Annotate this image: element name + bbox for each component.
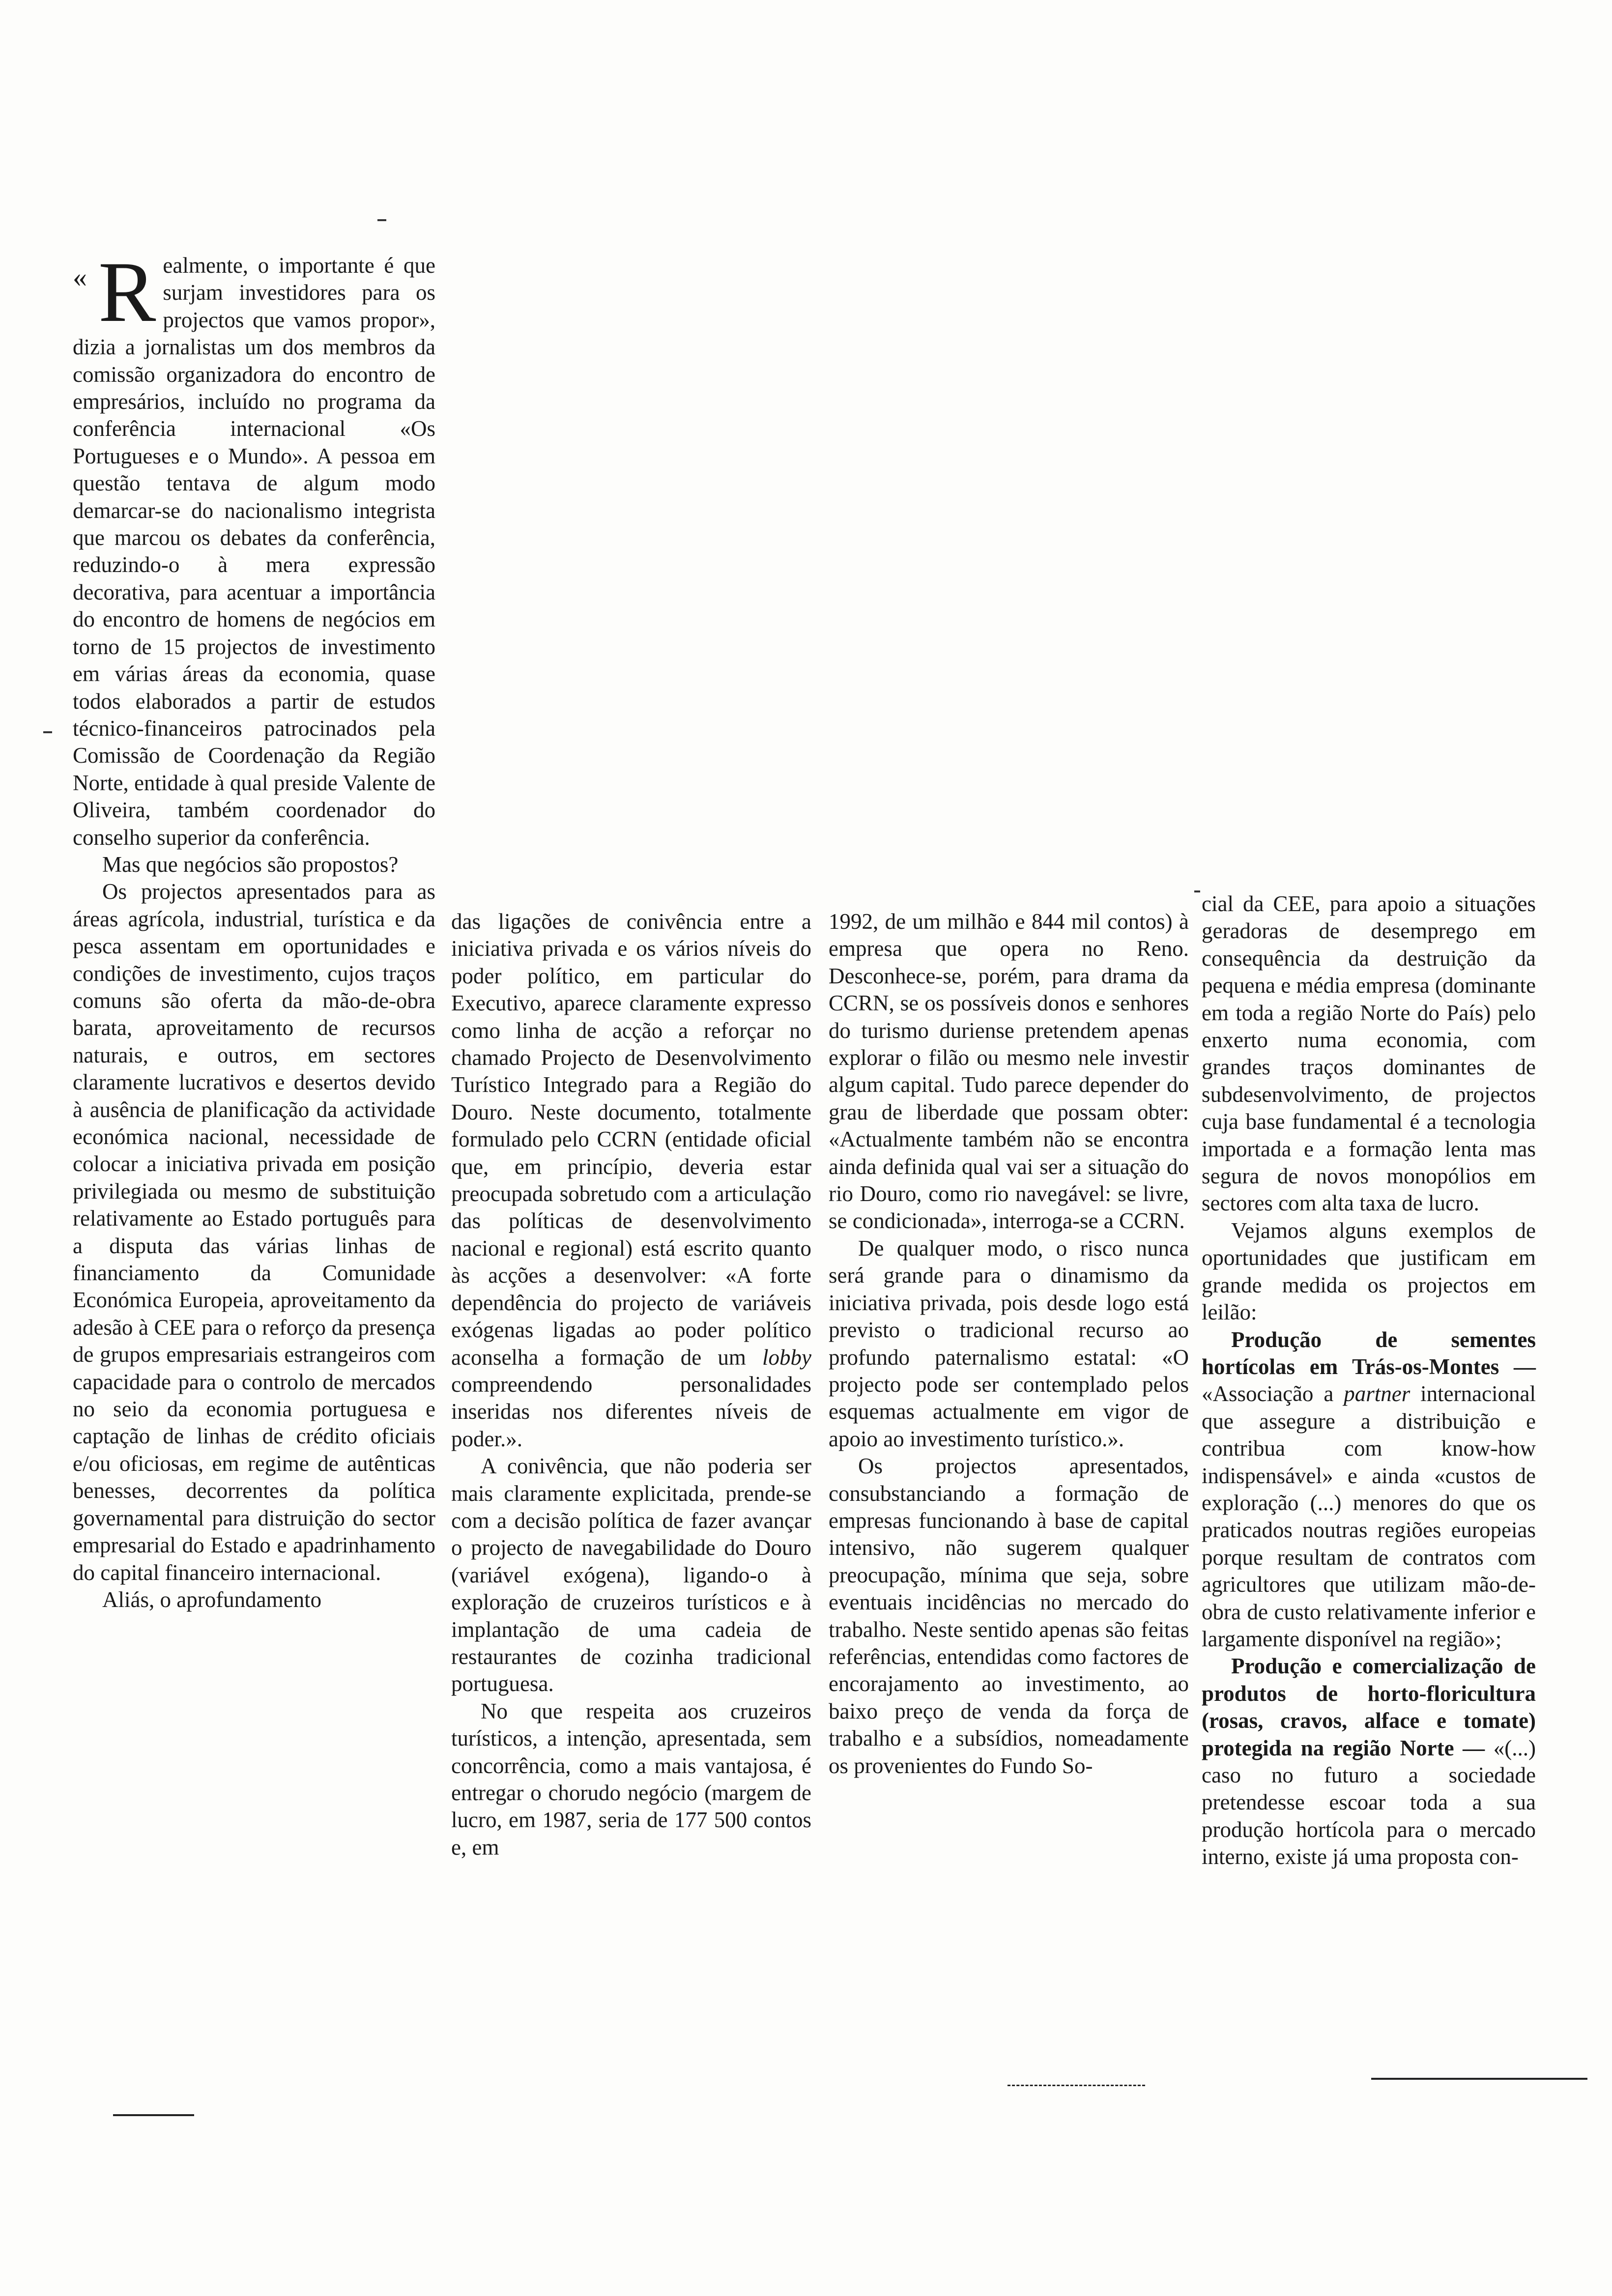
italic-term: partner — [1344, 1381, 1410, 1406]
paragraph: Mas que negócios são propostos? — [102, 852, 399, 877]
paragraph: cial da CEE, para apoio a situações geradoras de desemprego em consequência da destruição da pequena e média empresa (dominante em toda a região Norte do País) pelo enxerto numa economia, com grandes traços dominantes de subdesenvolvimento, de projectos cuja base fundamental é a tecnologia importada e a formação lenta mas segura de novos monopólios em sectores com alta taxa de lucro. — [1202, 891, 1536, 1216]
column-1 — [73, 244, 435, 1613]
example-heading: Produção de sementes hortícolas em Trás-os-Montes — — [1202, 1327, 1536, 1379]
lead-paragraph-wrap — [73, 244, 435, 851]
paragraph-text: «Associação a — [1202, 1381, 1334, 1406]
paragraph: Aliás, o aprofundamento — [102, 1587, 322, 1612]
paragraph — [451, 908, 811, 1453]
column-end-rule — [113, 2114, 194, 2116]
paragraph: 1992, de um milhão e 844 mil contos) à empresa que opera no Reno. Desconhece-se, porém, para drama da CCRN, se os possíveis donos e senhores do turismo duriense pretendem apenas explorar o filão ou mesmo nele investir algum capital. Tudo parece depender do grau de liberdade que possam obter: «Actualmente também não se encontra ainda definida qual vai ser a situação do rio Douro, como rio navegável: se livre, se condicionada», interroga-se a CCRN. — [829, 909, 1189, 1234]
paragraph: Os projectos apresentados, consubstanciando a formação de empresas funcionando à base de capital intensivo, não sugerem qualquer preocupação, mínima que seja, sobre eventuais incidências no mercado do trabalho. Neste sentido apenas são feitas referências, entendidas como factores de encorajamento ao investimento, ao baixo preço de venda da força de trabalho e a subsídios, nomeadamente os provenientes do Fundo So- — [829, 1454, 1189, 1778]
column-end-rule — [1371, 2078, 1587, 2080]
example-paragraph — [1202, 1326, 1536, 1653]
lead-paragraph-text: ealmente, o importante é que surjam investidores para os projectos que vamos propor», dizia a jornalistas um dos membros da comissão organizadora do encontro de empresários, incluído no programa da conferência internacional «Os Portugueses e o Mundo». A pessoa em questão tentava de algum modo demarcar-se do nacionalismo integrista que marcou os debates da conferência, reduzindo-o à mera expressão decorativa, para acentuar a importância do encontro de homens de negócios em torno de 15 projectos de investimento em várias áreas da economia, quase todos elaborados a partir de estudos técnico-financeiros patrocinados pela Comissão de Coordenação da Região Norte, entidade à qual preside Valente de Oliveira, também coordenador do conselho superior da conferência. — [73, 253, 435, 850]
column-4 — [1202, 890, 1536, 1871]
example-paragraph — [1202, 1653, 1536, 1870]
paragraph-text: internacional que assegure a distribuição e contribua com know-how indispensável» e ainda «custos de exploração (...) menores do que os praticados noutras regiões europeias porque resultam de contratos com agricultores que utilizam mão-de-obra de custo relativamente inferior e largamente disponível na região»; — [1202, 1381, 1536, 1651]
paragraph-text: das ligações de conivência entre a iniciativa privada e os vários níveis do poder político, em particular do Executivo, aparece claramente expresso como linha de acção a reforçar no chamado Projecto de Desenvolvimento Turístico Integrado para a Região do Douro. Neste documento, totalmente formulado pelo CCRN (entidade oficial que, em princípio, deveria estar preocupada sobretudo com a articulação das políticas de desenvolvimento nacional e regional) está escrito quanto às acções a desenvolver: «A forte dependência do projecto de variáveis exógenas ligadas ao poder político aconselha a formação de um — [451, 909, 811, 1370]
print-mark — [377, 219, 386, 221]
paragraph: Vejamos alguns exemplos de oportunidades que justificam em grande medida os projectos em leilão: — [1202, 1218, 1536, 1325]
paragraph: Os projectos apresentados para as áreas agrícola, industrial, turística e da pesca assentam em oportunidades e condições de investimento, cujos traços comuns são oferta da mão-de-obra barata, aproveitamento de recursos naturais, e outros, em sectores claramente lucrativos e desertos devido à ausência de planificação da actividade económica nacional, necessidade de colocar a iniciativa privada em posição privilegiada ou mesmo de substituição relativamente ao Estado português para a disputa das várias linhas de financiamento da Comunidade Económica Europeia, aproveitamento da adesão à CEE para o reforço da presença de grupos empresariais estrangeiros com capacidade para o controlo de mercados no seio da economia portuguesa e captação de linhas de crédito oficiais e/ou oficiosas, em regime de autênticas benesses, decorrentes da política governamental para distruição do sector empresarial do Estado e apadrinhamento do capital financeiro internacional. — [73, 879, 435, 1585]
paragraph-text: compreendendo personalidades inseridas nos diferentes níveis de poder.». — [451, 1372, 811, 1451]
paragraph: A conivência, que não poderia ser mais claramente explicitada, prende-se com a decisão política de fazer avançar o projecto de navegabilidade do Douro (variável exógena), ligando-o à exploração de cruzeiros turísticos e à implantação de uma cadeia de restaurantes de cozinha tradicional portuguesa. — [451, 1454, 811, 1696]
italic-term: lobby — [762, 1345, 812, 1370]
paragraph: No que respeita aos cruzeiros turísticos, a intenção, apresentada, sem concorrência, como a mais vantajosa, é entregar o chorudo negócio (margem de lucro, em 1987, seria de 177 500 contos e, em — [451, 1698, 811, 1860]
opening-quote: « — [73, 261, 87, 293]
print-mark — [1194, 890, 1200, 892]
paragraph-text: «(...) caso no futuro a sociedade pretendesse escoar toda a sua produção hortícola para o mercado interno, existe já uma proposta con- — [1202, 1735, 1536, 1869]
example-heading: Produção e comercialização de produtos de horto-floricultura (rosas, cravos, alface e tomate) protegida na região Norte — — [1202, 1654, 1536, 1760]
column-2 — [451, 908, 811, 1861]
lead-paragraph — [73, 244, 435, 851]
paragraph: De qualquer modo, o risco nunca será grande para o dinamismo da iniciativa privada, pois desde logo está previsto o tradicional recurso ao profundo paternalismo estatal: «O projecto pode ser contemplado pelos esquemas actualmente em vigor de apoio ao investimento turístico.». — [829, 1235, 1189, 1451]
column-end-rule — [1008, 2085, 1145, 2086]
drop-cap: R — [98, 244, 156, 340]
print-mark — [43, 731, 52, 733]
column-3 — [829, 908, 1189, 1779]
